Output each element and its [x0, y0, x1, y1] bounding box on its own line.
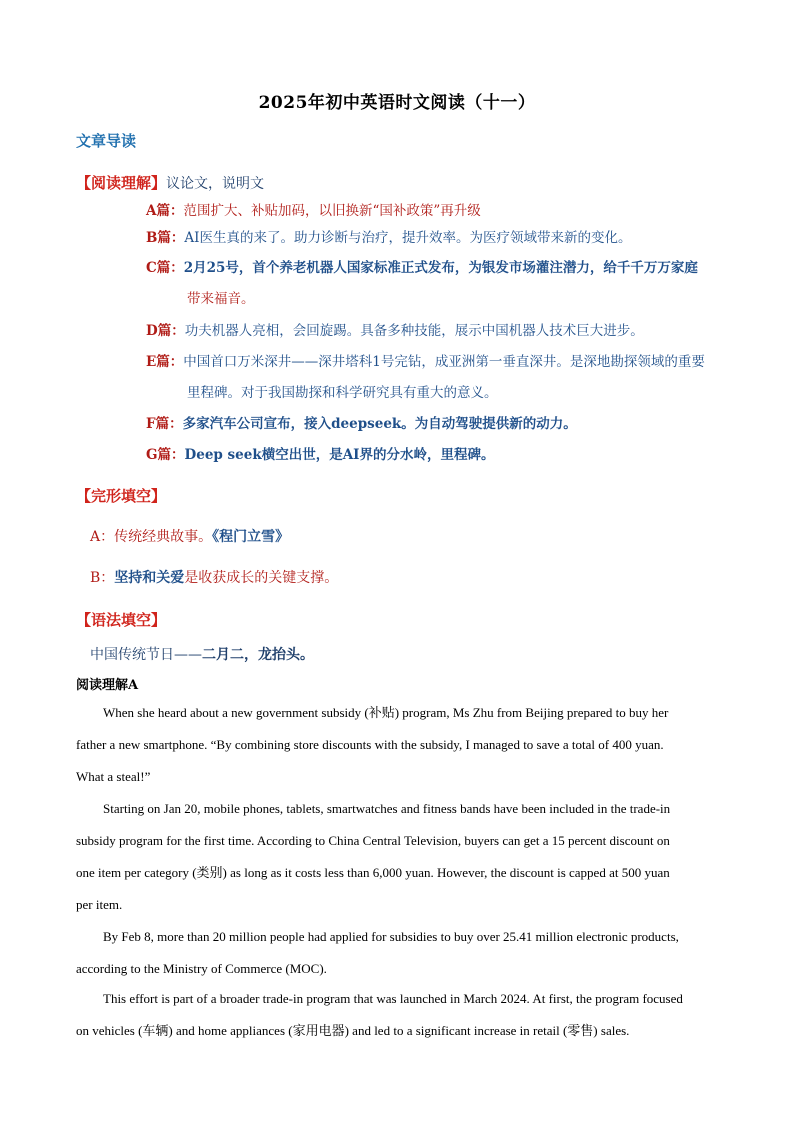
- article-paragraph-3: [76, 921, 719, 985]
- item-text: Deep seek横空出世，是AI界的分水岭，里程碑。: [184, 447, 495, 463]
- article-paragraph-4: [76, 983, 719, 1047]
- item-label: B篇：: [146, 230, 185, 246]
- reading-item-b: [146, 223, 726, 254]
- item-text: 功夫机器人亮相，会回旋踢。具备多种技能，展示中国机器人技术巨大进步。: [184, 323, 644, 339]
- reading-item-f: [146, 409, 726, 440]
- item-text-line2: 带来福音。: [187, 291, 255, 307]
- reading-item-c: [146, 253, 726, 315]
- item-text-line1: 中国首口万米深井——深井塔科1号完钻，成亚洲第一垂直深井。是深地勘探领域的重要: [183, 354, 705, 370]
- page-title: 2025年初中英语时文阅读（十一）: [258, 93, 536, 113]
- grammar-item: [90, 644, 314, 664]
- article-line: By Feb 8, more than 20 million people had applied for subsidies to buy over 25.41 million electronic products,: [103, 929, 679, 944]
- article-paragraph-2: [76, 793, 719, 921]
- article-line: subsidy program for the first time. According to China Central Television, buyers can get a 15 percent discount on: [76, 833, 670, 848]
- item-text: 多家汽车公司宣布，接入deepseek。为自动驾驶提供新的动力。: [182, 416, 577, 432]
- item-text: AI医生真的来了。助力诊断与治疗，提升效率。为医疗领域带来新的变化。: [184, 230, 632, 246]
- cloze-item-a: [90, 526, 289, 546]
- cloze-label: A：: [90, 529, 115, 545]
- reading-heading-label: 【阅读理解】: [76, 174, 167, 192]
- reading-item-d: [146, 316, 726, 347]
- item-label: C篇：: [146, 260, 184, 276]
- article-paragraph-1: [76, 697, 719, 793]
- grammar-text: 中国传统节日——: [90, 647, 202, 663]
- item-label: G篇：: [146, 447, 185, 463]
- grammar-highlight: 二月二，龙抬头。: [202, 647, 314, 663]
- reading-section-heading: [76, 172, 264, 193]
- reading-heading-subtitle: 议论文，说明文: [166, 176, 265, 192]
- cloze-highlight: 《程门立雪》: [212, 529, 290, 545]
- reading-item-e: [146, 347, 726, 409]
- article-line: father a new smartphone. “By combining store discounts with the subsidy, I managed to save a total of 400 yuan.: [76, 737, 664, 752]
- article-line: This effort is part of a broader trade-in program that was launched in March 2024. At first, the program focused: [103, 991, 683, 1006]
- item-text-line1: 2月25号，首个养老机器人国家标准正式发布，为银发市场灌注潜力，给千千万万家庭: [183, 260, 698, 276]
- cloze-text: 传统经典故事。: [114, 529, 213, 545]
- cloze-item-b: [90, 567, 338, 587]
- article-line: per item.: [76, 897, 123, 912]
- item-text-line2: 里程碑。对于我国勘探和科学研究具有重大的意义。: [187, 385, 498, 401]
- article-line: on vehicles (车辆) and home appliances (家用电器) and led to a significant increase in retail (零售) sales.: [76, 1023, 630, 1038]
- reading-item-g: [146, 440, 726, 471]
- cloze-highlight: 坚持和关爱: [114, 570, 185, 586]
- item-label: A篇：: [146, 203, 184, 219]
- article-line: Starting on Jan 20, mobile phones, tablets, smartwatches and fitness bands have been included in the trade-in: [103, 801, 671, 816]
- article-line: one item per category (类别) as long as it costs less than 6,000 yuan. However, the discount is capped at 500 yuan: [76, 865, 670, 880]
- guide-heading: 文章导读: [76, 132, 137, 150]
- article-heading: 阅读理解A: [76, 678, 139, 693]
- grammar-section-heading: 【语法填空】: [76, 611, 167, 629]
- cloze-section-heading: 【完形填空】: [76, 487, 167, 505]
- cloze-label: B：: [90, 570, 115, 586]
- article-line: When she heard about a new government subsidy (补贴) program, Ms Zhu from Beijing prepared to buy her: [103, 705, 669, 720]
- article-line: according to the Ministry of Commerce (MOC).: [76, 961, 327, 976]
- item-label: E篇：: [146, 354, 184, 370]
- item-label: D篇：: [146, 323, 185, 339]
- item-label: F篇：: [146, 416, 183, 432]
- article-line: What a steal!”: [76, 769, 151, 784]
- cloze-text: 是收获成长的关键支撑。: [184, 570, 339, 586]
- item-text: 范围扩大、补贴加码，以旧换新“国补政策”再升级: [183, 203, 481, 219]
